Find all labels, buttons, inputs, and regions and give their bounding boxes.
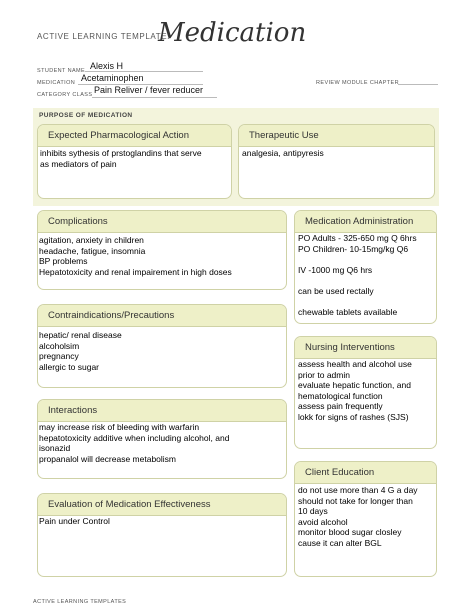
category-class-underline bbox=[92, 97, 217, 98]
student-name-label: STUDENT NAME bbox=[37, 68, 86, 74]
education-text[interactable]: do not use more than 4 G a day should not take for longer than 10 days avoid alcohol monitor blood sugar closley cause it can alter BGL bbox=[298, 485, 418, 548]
administration-title: Medication Administration bbox=[295, 211, 436, 233]
footer-label: ACTIVE LEARNING TEMPLATES bbox=[33, 599, 127, 605]
expected-action-card bbox=[37, 124, 232, 199]
nursing-text[interactable]: assess health and alcohol use prior to admin evaluate hepatic function, and hematological function assess pain frequently lokk for signs of rashes (SJS) bbox=[298, 359, 412, 422]
nursing-title: Nursing Interventions bbox=[295, 337, 436, 359]
evaluation-card bbox=[37, 493, 287, 577]
review-module-underline bbox=[398, 84, 438, 85]
therapeutic-use-card bbox=[238, 124, 435, 199]
therapeutic-use-text[interactable]: analgesia, antipyresis bbox=[242, 148, 324, 158]
category-class-label: CATEGORY CLASS bbox=[37, 92, 93, 98]
page-title: Medication bbox=[158, 18, 307, 48]
interactions-title: Interactions bbox=[38, 400, 286, 422]
nursing-card bbox=[294, 336, 437, 449]
template-label: ACTIVE LEARNING TEMPLATE: bbox=[37, 32, 170, 41]
complications-title: Complications bbox=[38, 211, 286, 233]
complications-card bbox=[37, 210, 287, 290]
education-card bbox=[294, 461, 437, 577]
education-title: Client Education bbox=[295, 462, 436, 484]
expected-action-text[interactable]: inhibits sythesis of prstoglandins that serve as mediators of pain bbox=[40, 148, 202, 169]
review-module-label: REVIEW MODULE CHAPTER bbox=[316, 80, 399, 86]
interactions-text[interactable]: may increase risk of bleeding with warfarin hepatotoxicity additive when including alcohol, and isonazid propanalol will decrease metabolism bbox=[39, 422, 230, 464]
student-name-field[interactable]: Alexis H bbox=[90, 61, 124, 71]
student-name-underline bbox=[85, 71, 203, 72]
contraindications-text[interactable]: hepatic/ renal disease alcoholsim pregnancy allergic to sugar bbox=[39, 330, 122, 372]
medication-label: MEDICATION bbox=[37, 80, 76, 86]
expected-action-title: Expected Pharmacological Action bbox=[38, 125, 231, 147]
interactions-card bbox=[37, 399, 287, 479]
therapeutic-use-title: Therapeutic Use bbox=[239, 125, 434, 147]
evaluation-text[interactable]: Pain under Control bbox=[39, 516, 110, 526]
contraindications-card bbox=[37, 304, 287, 388]
purpose-heading: PURPOSE OF MEDICATION bbox=[39, 112, 133, 119]
medication-field[interactable]: Acetaminophen bbox=[81, 73, 144, 83]
template-header bbox=[0, 0, 474, 62]
evaluation-title: Evaluation of Medication Effectiveness bbox=[38, 494, 286, 516]
category-class-field[interactable]: Pain Reliver / fever reducer bbox=[94, 85, 204, 95]
administration-text[interactable]: PO Adults - 325-650 mg Q 6hrs PO Children- 10-15mg/kg Q6 IV -1000 mg Q6 hrs can be used rectally chewable tablets available bbox=[298, 233, 417, 318]
contraindications-title: Contraindications/Precautions bbox=[38, 305, 286, 327]
administration-card bbox=[294, 210, 437, 324]
complications-text[interactable]: agitation, anxiety in children headache, fatigue, insomnia BP problems Hepatotoxicity and renal impairement in high doses bbox=[39, 235, 232, 277]
